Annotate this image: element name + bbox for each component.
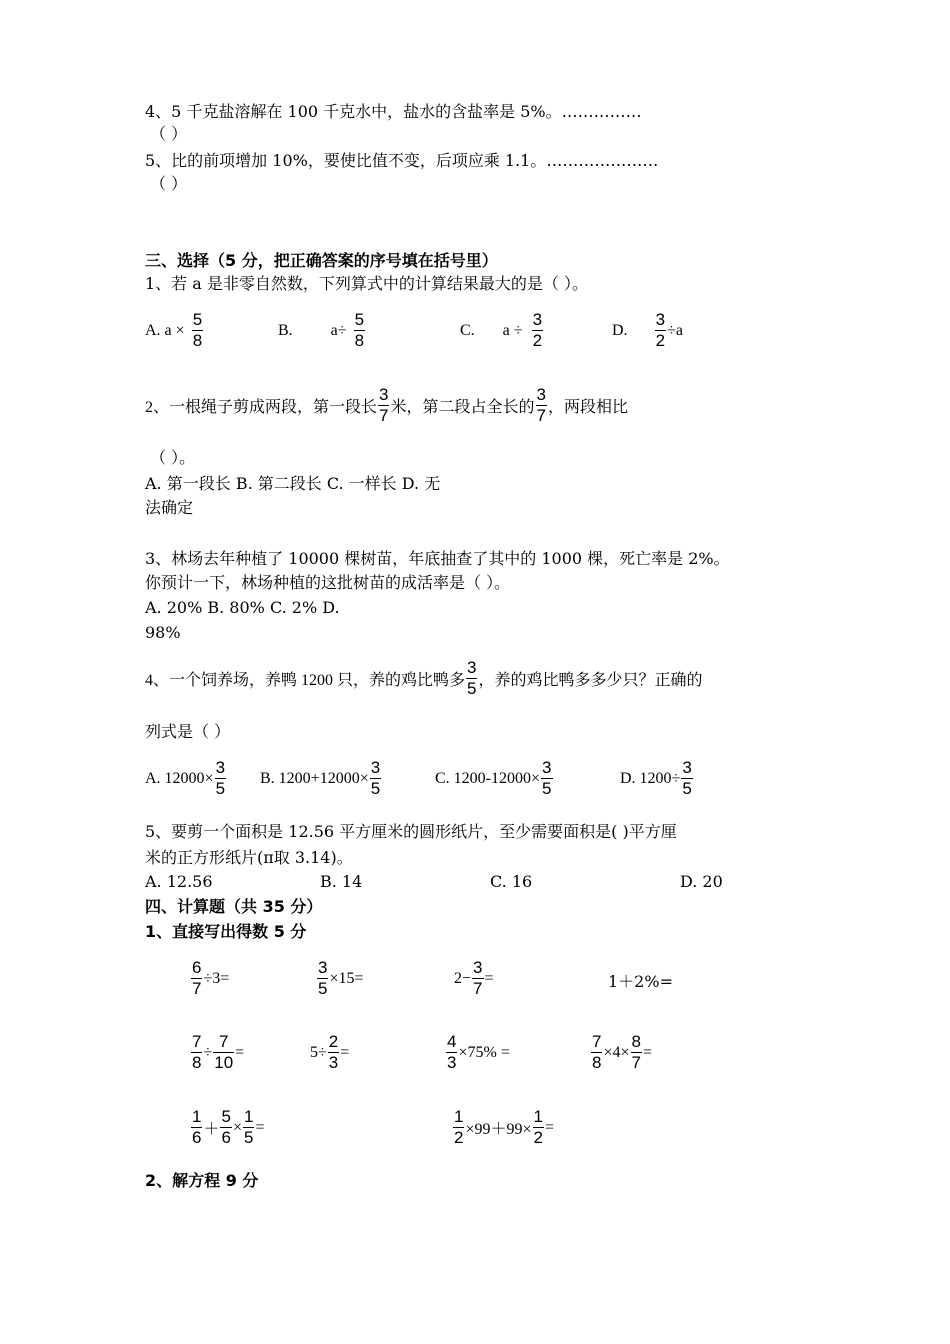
- choice-q5-option-d: D. 20: [680, 872, 723, 891]
- judge-q4: 4、5 千克盐溶解在 100 千克水中，盐水的含盐率是 5%。……………: [145, 102, 642, 121]
- choice-q1-option-d: D. $\frac{3}{2}$ ÷a: [612, 310, 683, 350]
- choice-q3-options: A. 20% B. 80% C. 2% D.: [145, 598, 340, 617]
- section-calc-heading: 四、计算题（共 35 分）: [145, 897, 323, 916]
- fraction: $\frac{3}{7}$: [379, 385, 389, 425]
- choice-q3-line1: 3、林场去年种植了 10000 棵树苗，年底抽查了其中的 1000 棵，死亡率是 2%。: [145, 549, 730, 568]
- choice-q3-options-wrap: 98%: [145, 623, 181, 642]
- choice-q2-options-wrap: 法确定: [145, 498, 194, 517]
- choice-q1-stem: 1、若 a 是非零自然数，下列算式中的计算结果最大的是（ ）。: [145, 274, 588, 293]
- choice-q4-option-a: A. 12000× $\frac{3}{5}$: [145, 758, 226, 798]
- fraction: $\frac{3}{5}$: [467, 658, 477, 698]
- judge-q5-answer-paren: （ ）: [150, 174, 188, 193]
- judge-q4-answer-paren: （ ）: [150, 124, 188, 143]
- choice-q3-line2: 你预计一下，林场种植的这批树苗的成活率是（ ）。: [145, 573, 511, 592]
- choice-q4-stem: 4、一个饲养场，养鸭 1200 只，养的鸡比鸭多 $\frac{3}{5}$ ，养的鸡比鸭多多少只？正确的: [145, 658, 703, 698]
- fraction: $\frac{6}{7}$: [192, 958, 202, 998]
- calc-r2-e2: 5÷ $\frac{2}{3}$ =: [310, 1032, 350, 1072]
- choice-q1-option-b: B. a÷ $\frac{5}{8}$: [278, 310, 365, 350]
- fraction: $\frac{7}{8}$: [592, 1032, 602, 1072]
- section-choice-heading: 三、选择（5 分，把正确答案的序号填在括号里）: [145, 251, 498, 270]
- fraction: $\frac{3}{2}$: [532, 310, 543, 350]
- fraction: $\frac{3}{5}$: [542, 758, 552, 798]
- choice-q1-option-a: A. a × $\frac{5}{8}$: [145, 310, 203, 350]
- fraction: $\frac{8}{7}$: [631, 1032, 641, 1072]
- fraction: $\frac{3}{7}$: [473, 958, 483, 998]
- choice-q5-option-c: C. 16: [490, 872, 533, 891]
- choice-q5-option-b: B. 14: [320, 872, 363, 891]
- fraction: $\frac{7}{10}$: [214, 1032, 234, 1072]
- choice-q4-option-c: C. 1200-12000× $\frac{3}{5}$: [435, 758, 552, 798]
- calc-r1-e3: 2− $\frac{3}{7}$ =: [454, 958, 494, 998]
- fraction: $\frac{3}{7}$: [536, 385, 546, 425]
- calc-sub2-heading: 2、解方程 9 分: [145, 1171, 259, 1190]
- judge-q5: 5、比的前项增加 10%，要使比值不变，后项应乘 1.1。…………………: [145, 151, 659, 170]
- fraction: $\frac{1}{6}$: [192, 1107, 202, 1147]
- fraction: $\frac{3}{5}$: [215, 758, 226, 798]
- fraction: $\frac{3}{5}$: [370, 758, 381, 798]
- calc-r2-e3: $\frac{4}{3}$ ×75% =: [447, 1032, 510, 1072]
- choice-q4-line2: 列式是（ ）: [145, 722, 231, 741]
- choice-q1-option-c: C. a ÷ $\frac{3}{2}$: [460, 310, 543, 350]
- fraction: $\frac{5}{8}$: [354, 310, 365, 350]
- fraction: $\frac{1}{5}$: [243, 1107, 254, 1147]
- calc-r3-e1: $\frac{1}{6}$ ＋ $\frac{5}{6}$ × $\frac{1}{5}$ =: [192, 1107, 265, 1147]
- choice-q5-option-a: A. 12.56: [145, 872, 213, 891]
- calc-r3-e2: $\frac{1}{2}$ ×99＋99× $\frac{1}{2}$ =: [454, 1107, 555, 1147]
- calc-r1-e4: 1＋2%=: [608, 972, 673, 991]
- fraction: $\frac{2}{3}$: [328, 1032, 339, 1072]
- calc-sub1-heading: 1、直接写出得数 5 分: [145, 922, 307, 941]
- fraction: $\frac{3}{2}$: [655, 310, 666, 350]
- choice-q2-answer-paren: （ ）。: [150, 448, 196, 467]
- fraction: $\frac{7}{8}$: [192, 1032, 202, 1072]
- fraction: $\frac{5}{6}$: [221, 1107, 231, 1147]
- calc-r1-e2: $\frac{3}{5}$ ×15=: [318, 958, 364, 998]
- choice-q5-line2: 米的正方形纸片(π取 3.14)。: [145, 848, 353, 867]
- calc-r1-e1: $\frac{6}{7}$ ÷3=: [192, 958, 230, 998]
- fraction: $\frac{1}{2}$: [454, 1107, 464, 1147]
- calc-r2-e1: $\frac{7}{8}$ ÷ $\frac{7}{10}$ =: [192, 1032, 245, 1072]
- fraction: $\frac{1}{2}$: [533, 1107, 543, 1147]
- calc-r2-e4: $\frac{7}{8}$ ×4× $\frac{8}{7}$ =: [592, 1032, 653, 1072]
- fraction: $\frac{5}{8}$: [192, 310, 203, 350]
- fraction: $\frac{3}{5}$: [318, 958, 328, 998]
- choice-q2-stem: 2、一根绳子剪成两段，第一段长 $\frac{3}{7}$ 米，第二段占全长的 $\frac{3}{7}$ ，两段相比: [145, 385, 628, 425]
- choice-q5-line1: 5、要剪一个面积是 12.56 平方厘米的圆形纸片，至少需要面积是( )平方厘: [145, 822, 677, 841]
- fraction: $\frac{4}{3}$: [447, 1032, 457, 1072]
- choice-q4-option-b: B. 1200+12000× $\frac{3}{5}$: [260, 758, 381, 798]
- choice-q2-options: A. 第一段长 B. 第二段长 C. 一样长 D. 无: [145, 474, 441, 493]
- fraction: $\frac{3}{5}$: [682, 758, 692, 798]
- choice-q4-option-d: D. 1200÷ $\frac{3}{5}$: [620, 758, 692, 798]
